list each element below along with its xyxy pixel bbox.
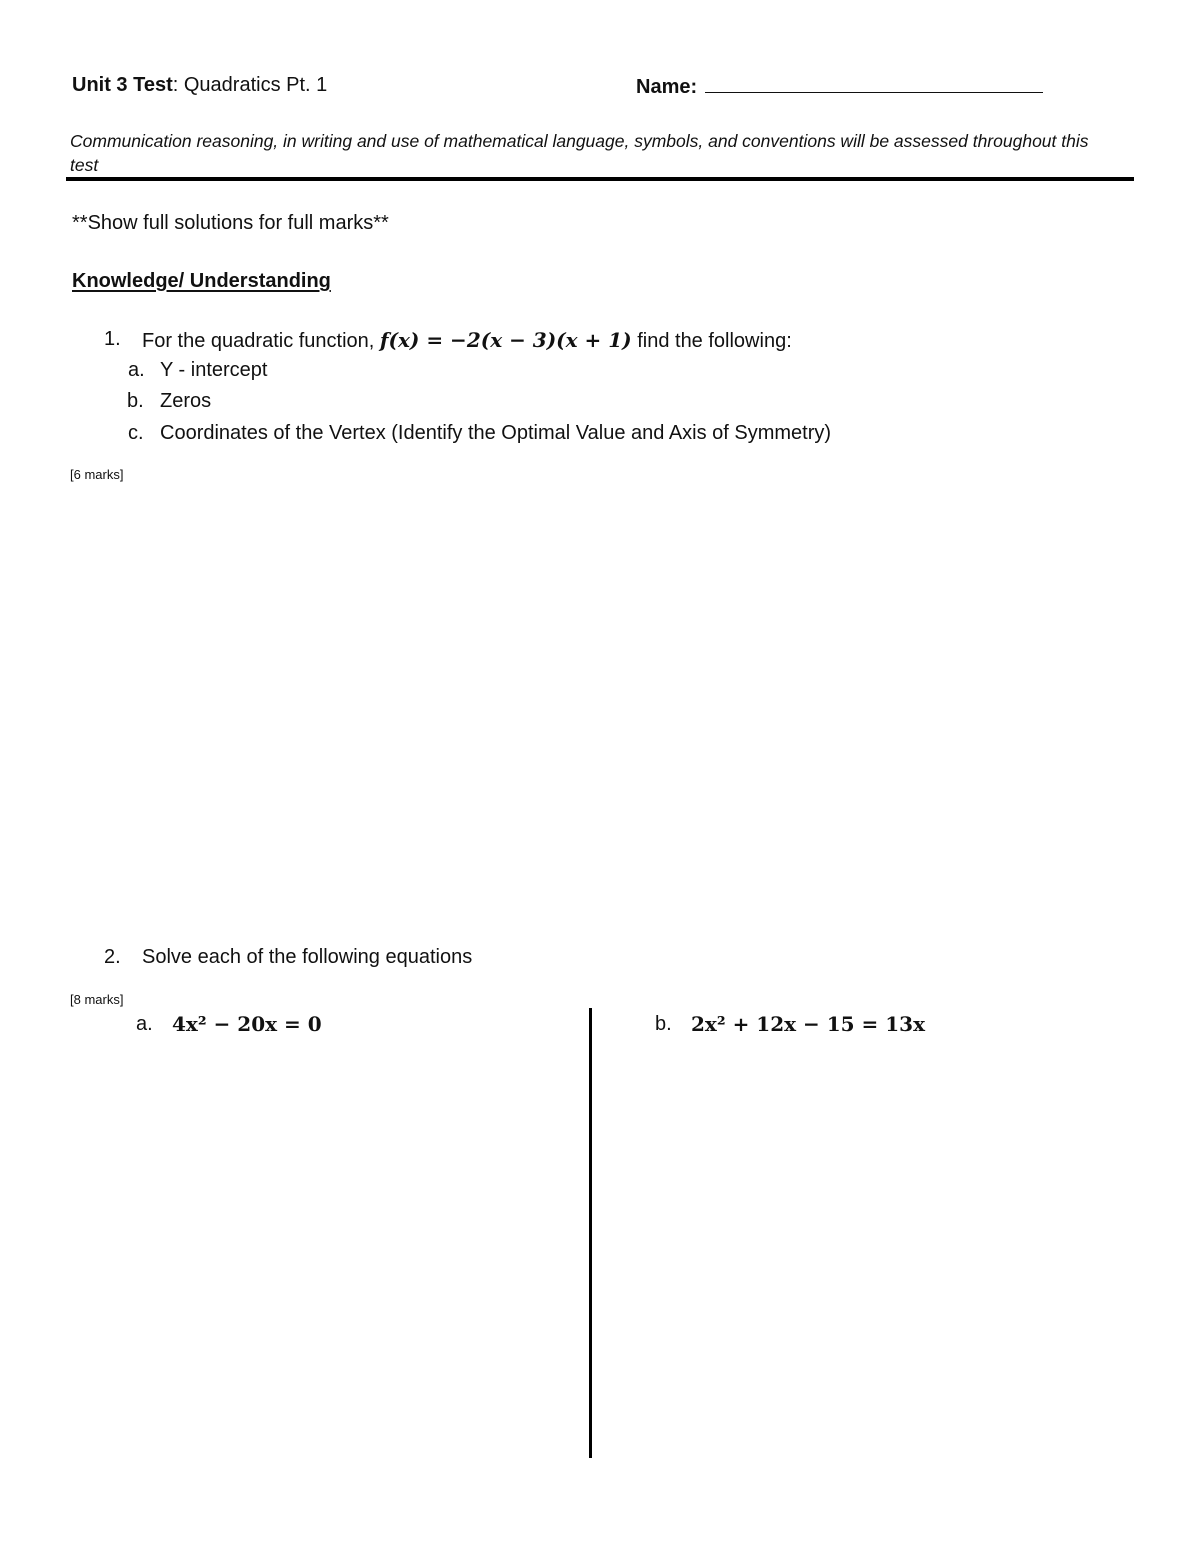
question-2-text: Solve each of the following equations bbox=[142, 946, 473, 968]
question-2a-letter: a. bbox=[136, 1013, 153, 1035]
question-1b-letter: b. bbox=[127, 390, 144, 412]
name-blank-line[interactable] bbox=[705, 74, 1043, 93]
question-2-marks: [8 marks] bbox=[70, 992, 124, 1007]
section-title: Knowledge/ Understanding bbox=[72, 270, 331, 292]
test-title bbox=[72, 74, 327, 97]
name-field bbox=[636, 74, 1043, 99]
answer-column-divider bbox=[589, 1008, 592, 1458]
question-1a-letter: a. bbox=[128, 359, 145, 381]
test-title-subtitle: : Quadratics Pt. 1 bbox=[172, 74, 328, 96]
name-label: Name: bbox=[636, 76, 698, 98]
question-1a-text: Y - intercept bbox=[160, 359, 268, 381]
header-divider bbox=[66, 177, 1134, 181]
question-2a-equation bbox=[172, 1012, 322, 1036]
question-1-function: f(x) = −2(x − 3)(x + 1) bbox=[379, 328, 632, 352]
show-solutions-note: **Show full solutions for full marks** bbox=[72, 212, 389, 234]
question-1-marks: [6 marks] bbox=[70, 467, 124, 482]
question-1-text bbox=[142, 328, 792, 353]
question-1b-text: Zeros bbox=[160, 390, 212, 412]
assessment-instruction: Communication reasoning, in writing and use of mathematical language, symbols, and conventions will be assessed throughout this test bbox=[70, 131, 1089, 175]
question-1c-text: Coordinates of the Vertex (Identify the Optimal Value and Axis of Symmetry) bbox=[160, 422, 832, 444]
question-1-tail: find the following: bbox=[637, 330, 792, 352]
test-title-bold: Unit 3 Test bbox=[72, 74, 173, 96]
question-1-number: 1. bbox=[104, 328, 121, 350]
question-2b-equation bbox=[691, 1012, 925, 1036]
question-2b-equation-text: 2x² + 12x − 15 = 13x bbox=[691, 1012, 925, 1036]
question-2a-equation-text: 4x² − 20x = 0 bbox=[172, 1012, 322, 1036]
question-1c-letter: c. bbox=[128, 422, 144, 444]
question-1-lead: For the quadratic function, bbox=[142, 330, 375, 352]
question-2b-letter: b. bbox=[655, 1013, 672, 1035]
question-2-number: 2. bbox=[104, 946, 121, 968]
